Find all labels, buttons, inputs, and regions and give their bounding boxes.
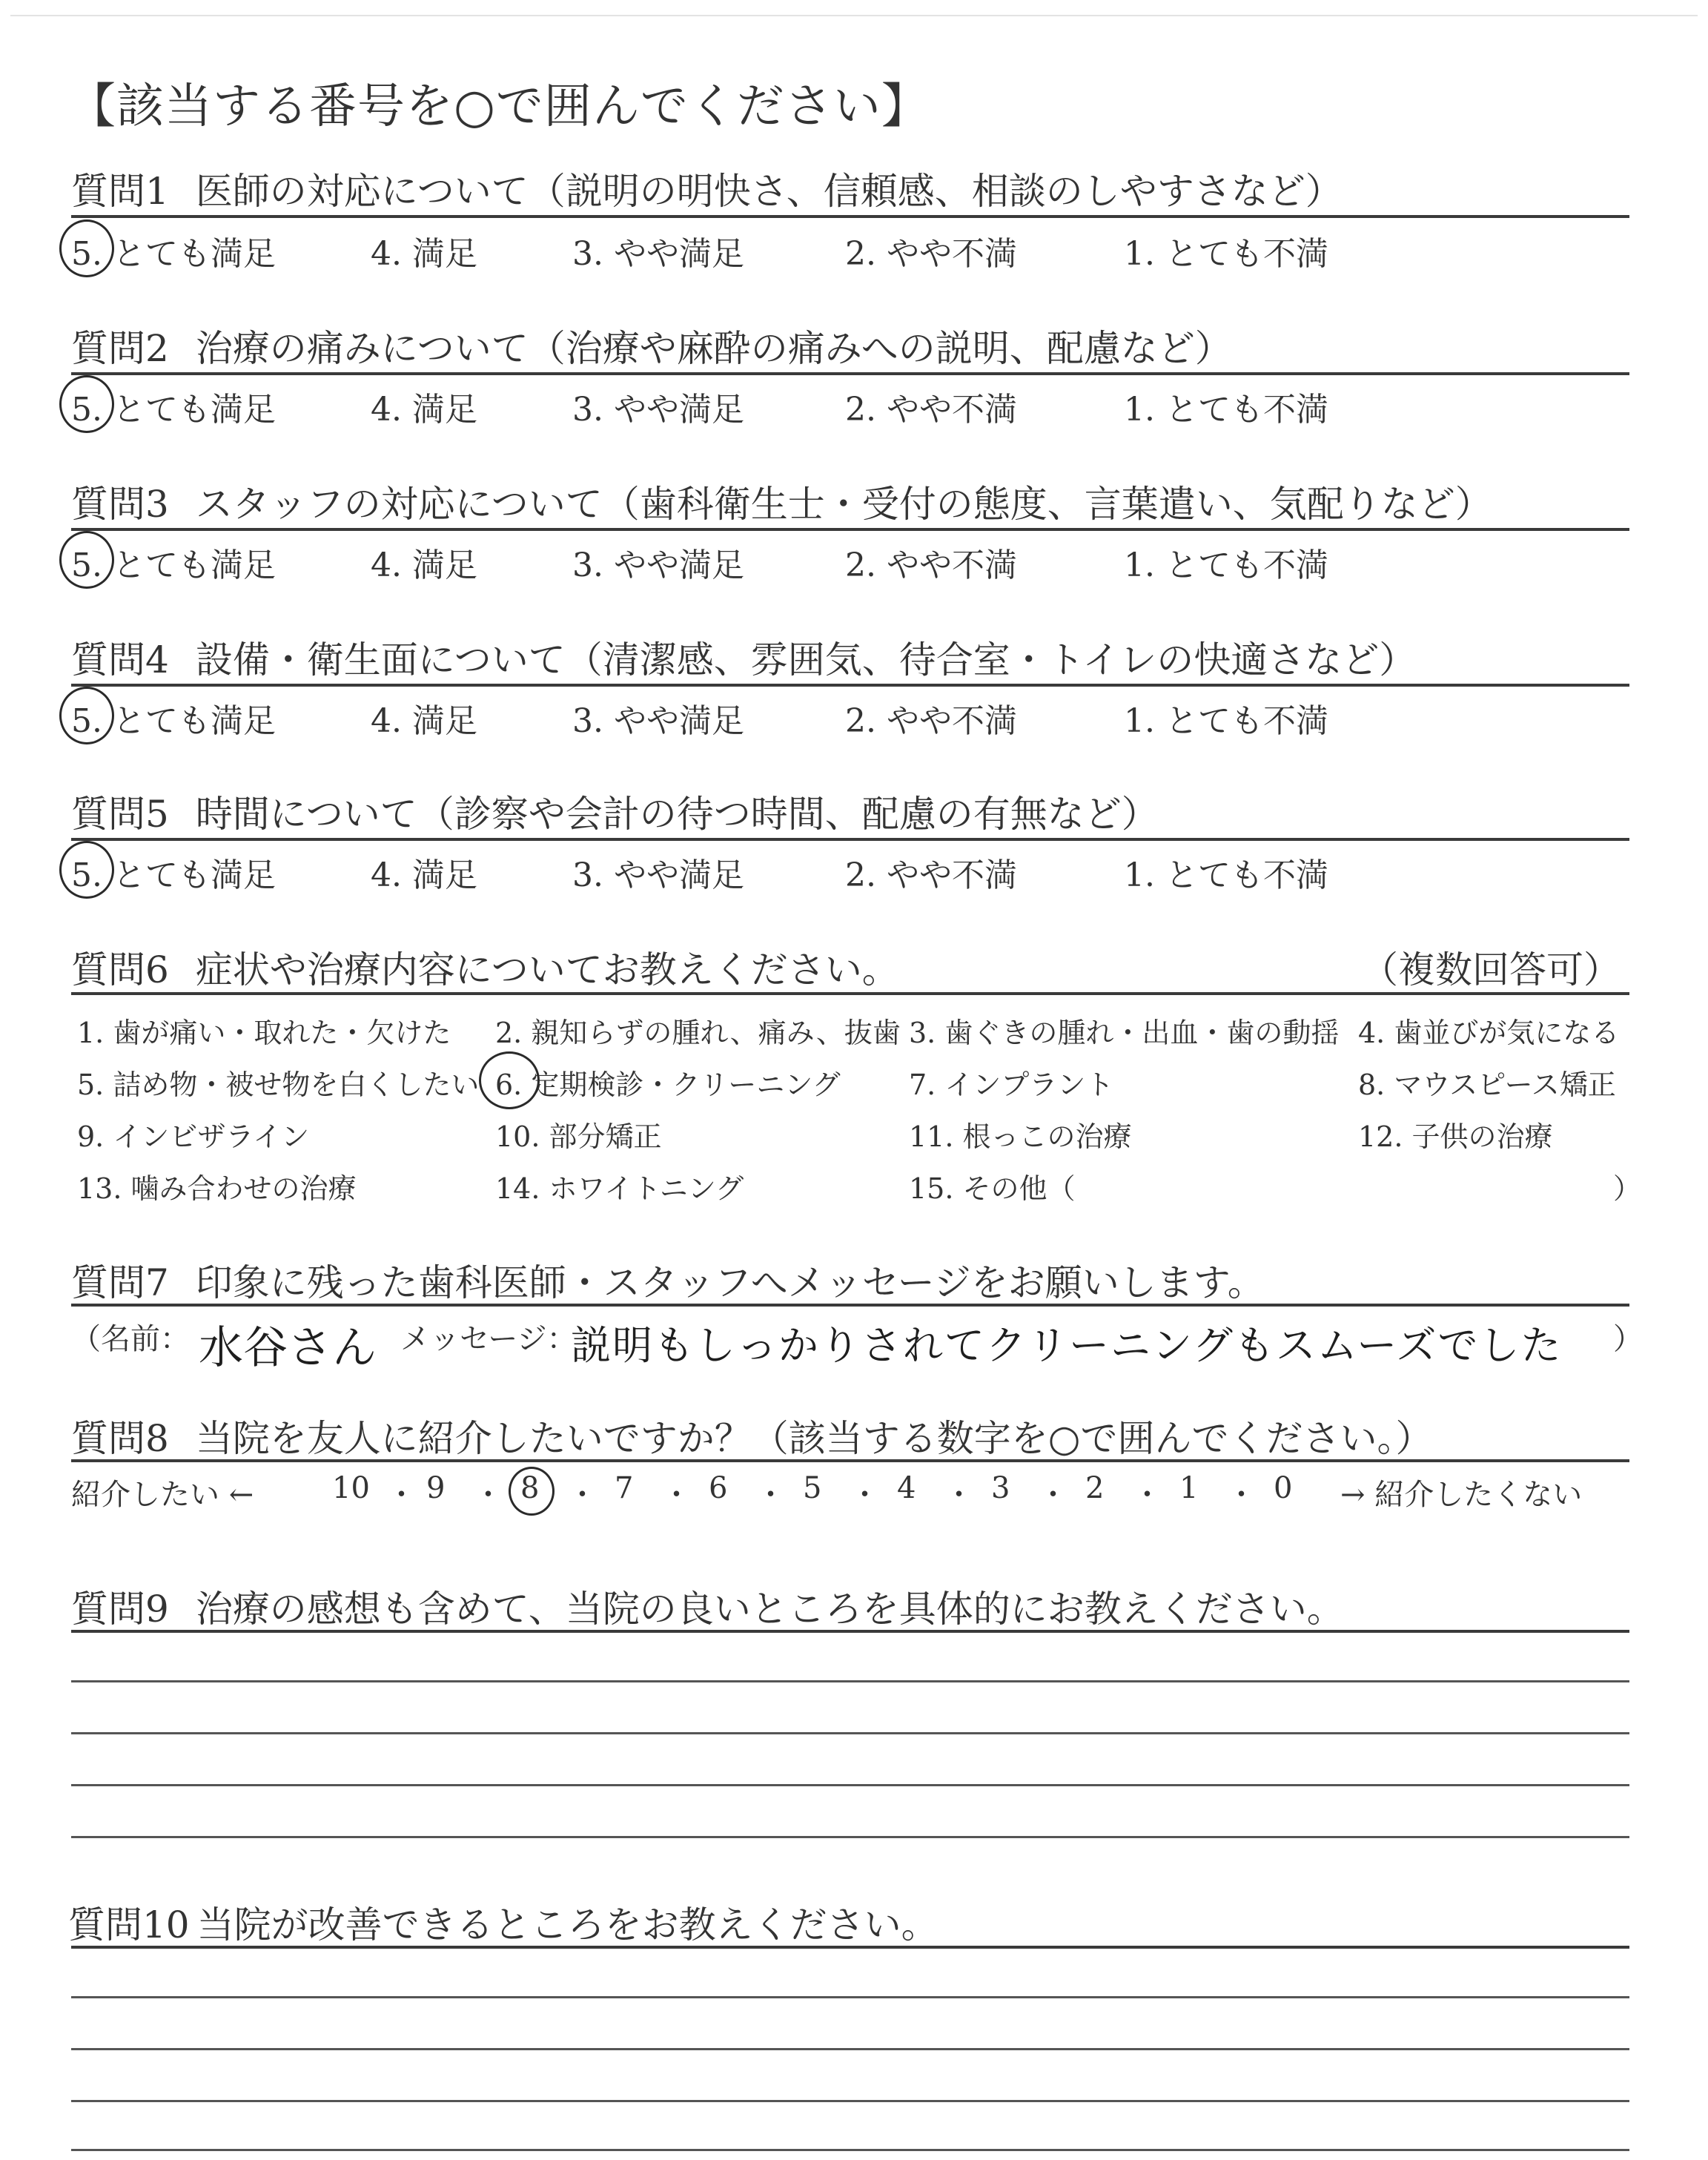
rating-option[interactable]: 5. とても満足 [71,546,276,584]
rating-option[interactable]: 1. とても不満 [1124,546,1328,584]
question-8-text: 当院を友人に紹介したいですか？（該当する数字を○で囲んでください。） [195,1417,1433,1460]
treatment-option[interactable]: 15. その他（ [909,1172,1076,1205]
recommend-score[interactable]: 1 [1179,1471,1199,1505]
question-10 [68,1895,939,1949]
rating-option[interactable]: 5. とても満足 [71,702,276,740]
rating-option[interactable]: 4. 満足 [371,546,477,584]
treatment-option[interactable]: 4. 歯並びが気になる [1358,1017,1620,1049]
message-value: 説明もしっかりされてクリーニングもスムーズでした [571,1322,1563,1369]
message-label: メッセージ： [400,1322,577,1356]
question-6-rule [71,992,1629,995]
question-7-text: 印象に残った歯科医師・スタッフへメッセージをお願いします。 [195,1261,1265,1304]
question-4 [71,630,1416,684]
selected-circle-mark [59,687,114,744]
rating-option[interactable]: 1. とても不満 [1124,391,1328,429]
scale-separator-dot: ・ [386,1478,417,1512]
question-5-number: 質問5 [71,793,169,836]
rating-option[interactable]: 4. 満足 [371,391,477,429]
treatment-option[interactable]: 8. マウスピース矯正 [1358,1069,1616,1101]
question-5-rule [71,838,1629,841]
rating-option[interactable]: 5. とても満足 [71,235,276,273]
question-3-number: 質問3 [71,483,169,526]
question-10-text: 当院が改善できるところをお教えください。 [196,1903,939,1946]
answer-line [71,2100,1629,2102]
recommend-score[interactable]: 10 [332,1471,370,1505]
rating-option[interactable]: 4. 満足 [371,856,477,894]
rating-option[interactable]: 4. 満足 [371,702,477,740]
treatment-option[interactable]: 3. 歯ぐきの腫れ・出血・歯の動揺 [909,1017,1340,1049]
recommend-score[interactable]: 8 [520,1471,540,1505]
question-6-close-paren: ） [1613,1172,1642,1205]
recommend-score[interactable]: 3 [991,1471,1010,1505]
scan-edge-line [10,15,1698,16]
treatment-option[interactable]: 1. 歯が痛い・取れた・欠けた [77,1017,451,1049]
scale-separator-dot: ・ [944,1478,974,1512]
rating-option[interactable]: 3. やや満足 [572,546,744,584]
rating-option[interactable]: 3. やや満足 [572,856,744,894]
treatment-option[interactable]: 7. インプラント [909,1069,1114,1101]
question-2-text: 治療の痛みについて（治療や麻酔の痛みへの説明、配慮など） [195,327,1232,370]
answer-line [71,1836,1629,1838]
treatment-option[interactable]: 12. 子供の治療 [1358,1120,1553,1153]
rating-option[interactable]: 2. やや不満 [845,391,1017,429]
message-close-paren: ） [1613,1322,1643,1356]
recommend-score[interactable]: 2 [1085,1471,1105,1505]
selected-circle-mark [59,841,114,899]
question-7 [71,1253,1265,1307]
question-3 [71,475,1492,528]
selected-circle-mark [479,1051,540,1109]
rating-option[interactable]: 1. とても不満 [1124,235,1328,273]
question-4-rule [71,684,1629,687]
scale-separator-dot: ・ [755,1478,786,1512]
scale-separator-dot: ・ [567,1478,598,1512]
question-3-text: スタッフの対応について（歯科衛生士・受付の態度、言葉遣い、気配りなど） [195,483,1492,526]
question-6-note: （複数回答可） [1361,948,1621,991]
scale-separator-dot: ・ [1132,1478,1162,1512]
recommend-score[interactable]: 6 [709,1471,728,1505]
question-9-text: 治療の感想も含めて、当院の良いところを具体的にお教えください。 [195,1588,1344,1631]
rating-option[interactable]: 3. やや満足 [572,391,744,429]
rating-option[interactable]: 2. やや不満 [845,235,1017,273]
answer-line [71,2048,1629,2050]
selected-circle-mark [59,531,114,589]
treatment-option[interactable]: 9. インビザライン [77,1120,310,1153]
recommend-score[interactable]: 5 [803,1471,822,1505]
question-8-number: 質問8 [71,1417,169,1460]
question-1 [71,162,1343,215]
question-1-rule [71,215,1629,218]
question-9-number: 質問9 [71,1588,169,1631]
scale-separator-dot: ・ [661,1478,692,1512]
rating-option[interactable]: 5. とても満足 [71,856,276,894]
answer-line [71,2149,1629,2151]
scale-separator-dot: ・ [1038,1478,1068,1512]
question-6-number: 質問6 [71,948,169,991]
question-1-number: 質問1 [71,170,169,213]
rating-option[interactable]: 3. やや満足 [572,702,744,740]
question-5-text: 時間について（診察や会計の待つ時間、配慮の有無など） [195,793,1159,836]
treatment-option[interactable]: 2. 親知らずの腫れ、痛み、抜歯 [495,1017,901,1049]
answer-line [71,1784,1629,1786]
question-9 [71,1579,1344,1633]
recommend-score[interactable]: 9 [426,1471,446,1505]
treatment-option[interactable]: 13. 噛み合わせの治療 [77,1172,357,1205]
recommend-score[interactable]: 7 [615,1471,634,1505]
selected-circle-mark [509,1467,555,1516]
name-value: 水谷さん [199,1322,377,1374]
question-10-number: 質問10 [68,1903,190,1946]
treatment-option[interactable]: 14. ホワイトニング [495,1172,744,1205]
question-6 [71,940,899,994]
question-2 [71,319,1232,372]
recommend-score[interactable]: 4 [897,1471,916,1505]
recommend-right-label: → 紹介したくない [1340,1478,1583,1512]
answer-line [71,1732,1629,1734]
question-2-rule [71,372,1629,375]
question-6-text: 症状や治療内容についてお教えください。 [195,948,899,991]
question-9-rule [71,1630,1629,1633]
selected-circle-mark [59,219,114,277]
rating-option[interactable]: 2. やや不満 [845,702,1017,740]
answer-line [71,1996,1629,1998]
page-title: 【該当する番号を○で囲んでください】 [68,79,930,134]
scale-separator-dot: ・ [850,1478,880,1512]
question-3-rule [71,528,1629,531]
scale-separator-dot: ・ [473,1478,503,1512]
recommend-left-label: 紹介したい ← [71,1478,254,1512]
treatment-option[interactable]: 11. 根っこの治療 [909,1120,1132,1153]
question-8-rule [71,1459,1629,1462]
question-10-rule [71,1946,1629,1949]
name-label: （名前： [71,1322,190,1356]
rating-option[interactable]: 1. とても不満 [1124,856,1328,894]
recommend-score[interactable]: 0 [1274,1471,1293,1505]
question-7-rule [71,1304,1629,1307]
question-8 [71,1409,1432,1462]
treatment-option[interactable]: 10. 部分矯正 [495,1120,662,1153]
question-4-number: 質問4 [71,638,169,681]
selected-circle-mark [59,375,114,433]
question-4-text: 設備・衛生面について（清潔感、雰囲気、待合室・トイレの快適さなど） [195,638,1417,681]
rating-option[interactable]: 2. やや不満 [845,546,1017,584]
question-5 [71,785,1159,838]
treatment-option[interactable]: 6. 定期検診・クリーニング [495,1069,841,1101]
question-2-number: 質問2 [71,327,169,370]
rating-option[interactable]: 4. 満足 [371,235,477,273]
rating-option[interactable]: 5. とても満足 [71,391,276,429]
question-1-text: 医師の対応について（説明の明快さ、信頼感、相談のしやすさなど） [195,170,1343,213]
rating-option[interactable]: 2. やや不満 [845,856,1017,894]
scale-separator-dot: ・ [1226,1478,1257,1512]
answer-line [71,1680,1629,1682]
question-7-number: 質問7 [71,1261,169,1304]
treatment-option[interactable]: 5. 詰め物・被せ物を白くしたい [77,1069,480,1101]
rating-option[interactable]: 1. とても不満 [1124,702,1328,740]
rating-option[interactable]: 3. やや満足 [572,235,744,273]
